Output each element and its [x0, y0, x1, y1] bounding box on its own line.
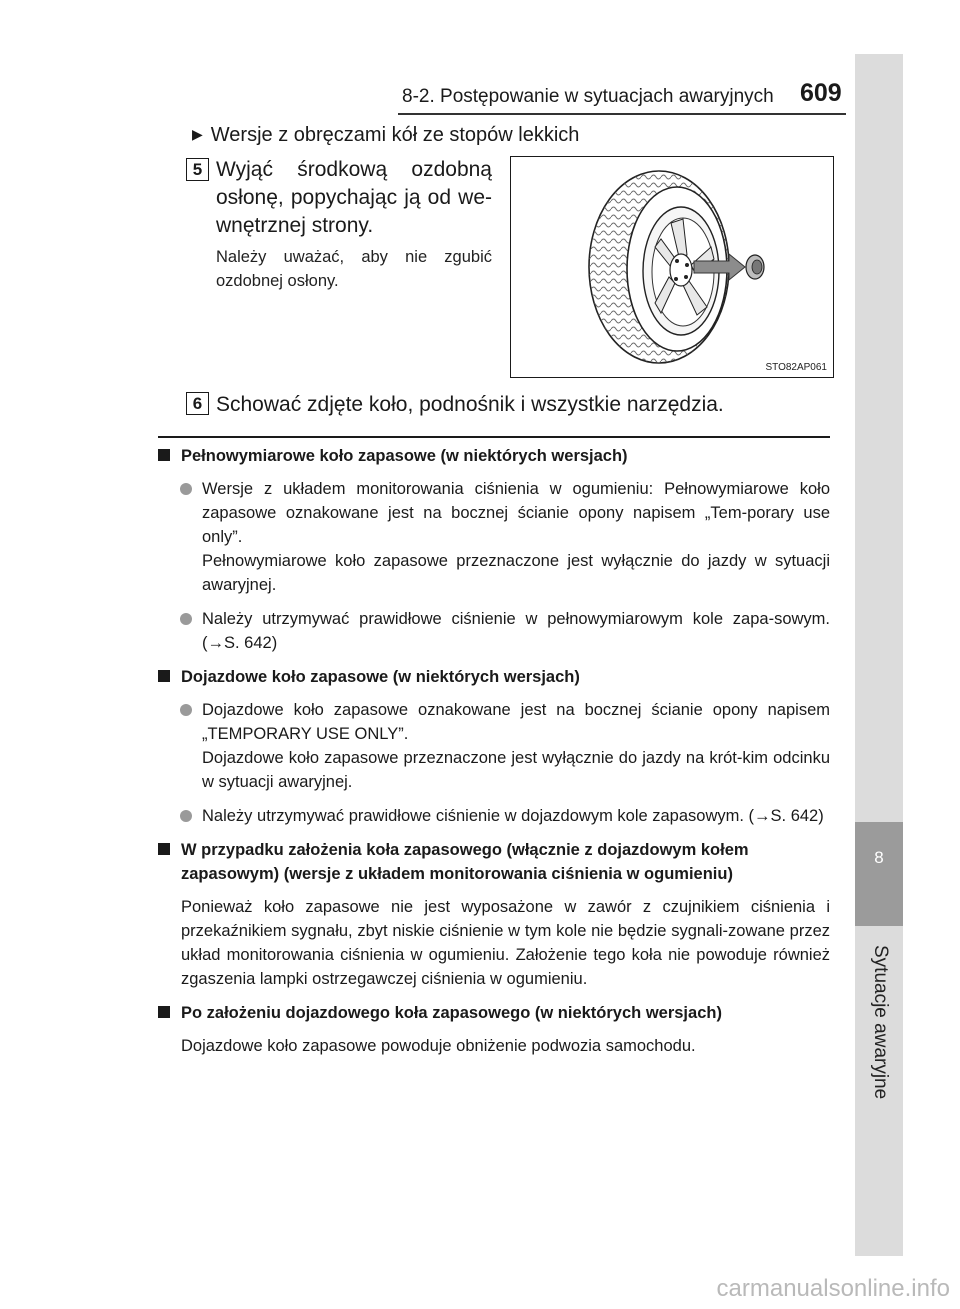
section-heading-full-size-spare: Pełnowymiarowe koło zapasowe (w niektórych wersjach) — [156, 444, 830, 468]
chapter-number: 8 — [874, 848, 884, 867]
square-bullet-icon — [158, 670, 170, 682]
bullet-text: Należy utrzymywać prawidłowe ciśnienie w pełnowymiarowym kole zapa-sowym. (→S. 642) — [202, 610, 830, 652]
square-bullet-icon — [158, 843, 170, 855]
chapter-name: Sytuacje awaryjne — [870, 945, 891, 1100]
bullet-text: Dojazdowe koło zapasowe przeznaczone jest wyłącznie do jazdy na krót-kim odcinku w sytuacji awaryjnej. — [202, 749, 830, 791]
chapter-tab-marker — [855, 822, 903, 926]
round-bullet-icon — [180, 613, 192, 625]
section-divider — [158, 436, 830, 438]
bullet-text: Należy utrzymywać prawidłowe ciśnienie w dojazdowym kole zapasowym. (→S. 642) — [202, 807, 824, 825]
step-6-text: Schować zdjęte koło, podnośnik i wszystkie narzędzia. — [216, 393, 724, 416]
wheel-center-cap-diagram — [511, 157, 833, 377]
page-number: 609 — [800, 79, 842, 107]
wheel-illustration — [510, 156, 834, 378]
bullet-text: Pełnowymiarowe koło zapasowe przeznaczone jest wyłącznie do jazdy w sytuacji awaryjnej. — [202, 552, 830, 594]
triangle-bullet-icon: ▶ — [192, 126, 203, 142]
footer-watermark: carmanualsonline.info — [716, 1275, 950, 1302]
chapter-tab-upper — [855, 54, 903, 822]
list-item — [156, 607, 830, 655]
list-item — [156, 477, 830, 597]
round-bullet-icon — [180, 810, 192, 822]
running-header: 8-2. Postępowanie w sytuacjach awaryjnych — [402, 86, 774, 107]
section-paragraph: Dojazdowe koło zapasowe powoduje obniżenie podwozia samochodu. — [181, 1037, 696, 1055]
square-bullet-icon — [158, 449, 170, 461]
round-bullet-icon — [180, 704, 192, 716]
bullet-text: Dojazdowe koło zapasowe oznakowane jest na bocznej ścianie opony napisem „TEMPORARY USE ONLY”. — [202, 701, 830, 743]
list-item — [156, 804, 830, 828]
variant-heading — [192, 124, 579, 147]
section-heading-spare-with-tpms: W przypadku założenia koła zapasowego (włącznie z dojazdowym kołem zapasowym) (wersje z układem monitorowania ciśnienia w ogumieniu) — [156, 838, 830, 886]
figure-code: STO82AP061 — [765, 362, 827, 373]
step-5-text: Wyjąć środkową ozdobną osłonę, popychając ją od we-wnętrznej strony. — [216, 158, 492, 237]
list-item — [156, 698, 830, 794]
step-5-note: Należy uważać, aby nie zgubić ozdobnej osłony. — [216, 248, 492, 290]
header-rule — [398, 113, 846, 115]
round-bullet-icon — [180, 483, 192, 495]
step-number-6: 6 — [186, 392, 209, 415]
section-heading-after-compact-spare: Po założeniu dojazdowego koła zapasowego (w niektórych wersjach) — [156, 1001, 830, 1025]
variant-heading-text: Wersje z obręczami kół ze stopów lekkich — [210, 124, 580, 146]
bullet-text: Wersje z układem monitorowania ciśnienia w ogumieniu: Pełnowymiarowe koło zapasowe oznakowane jest na bocznej ścianie opony napisem „Tem-porary use only”. — [202, 480, 830, 546]
section-paragraph: Ponieważ koło zapasowe nie jest wyposażone w zawór z czujnikiem ciśnienia i przekaźnikiem sygnału, zbyt niskie ciśnienie w tym kole nie będzie sygnali-zowane przez układ monitorowania ciśnienia w ogumieniu. Założenie tego koła nie powoduje również zgaszenia lampki ostrzegawczej ciśnienia w ogumieniu. — [181, 898, 830, 988]
notes-content — [156, 444, 830, 1058]
step-number-5: 5 — [186, 158, 209, 181]
section-heading-compact-spare: Dojazdowe koło zapasowe (w niektórych wersjach) — [156, 665, 830, 689]
square-bullet-icon — [158, 1006, 170, 1018]
